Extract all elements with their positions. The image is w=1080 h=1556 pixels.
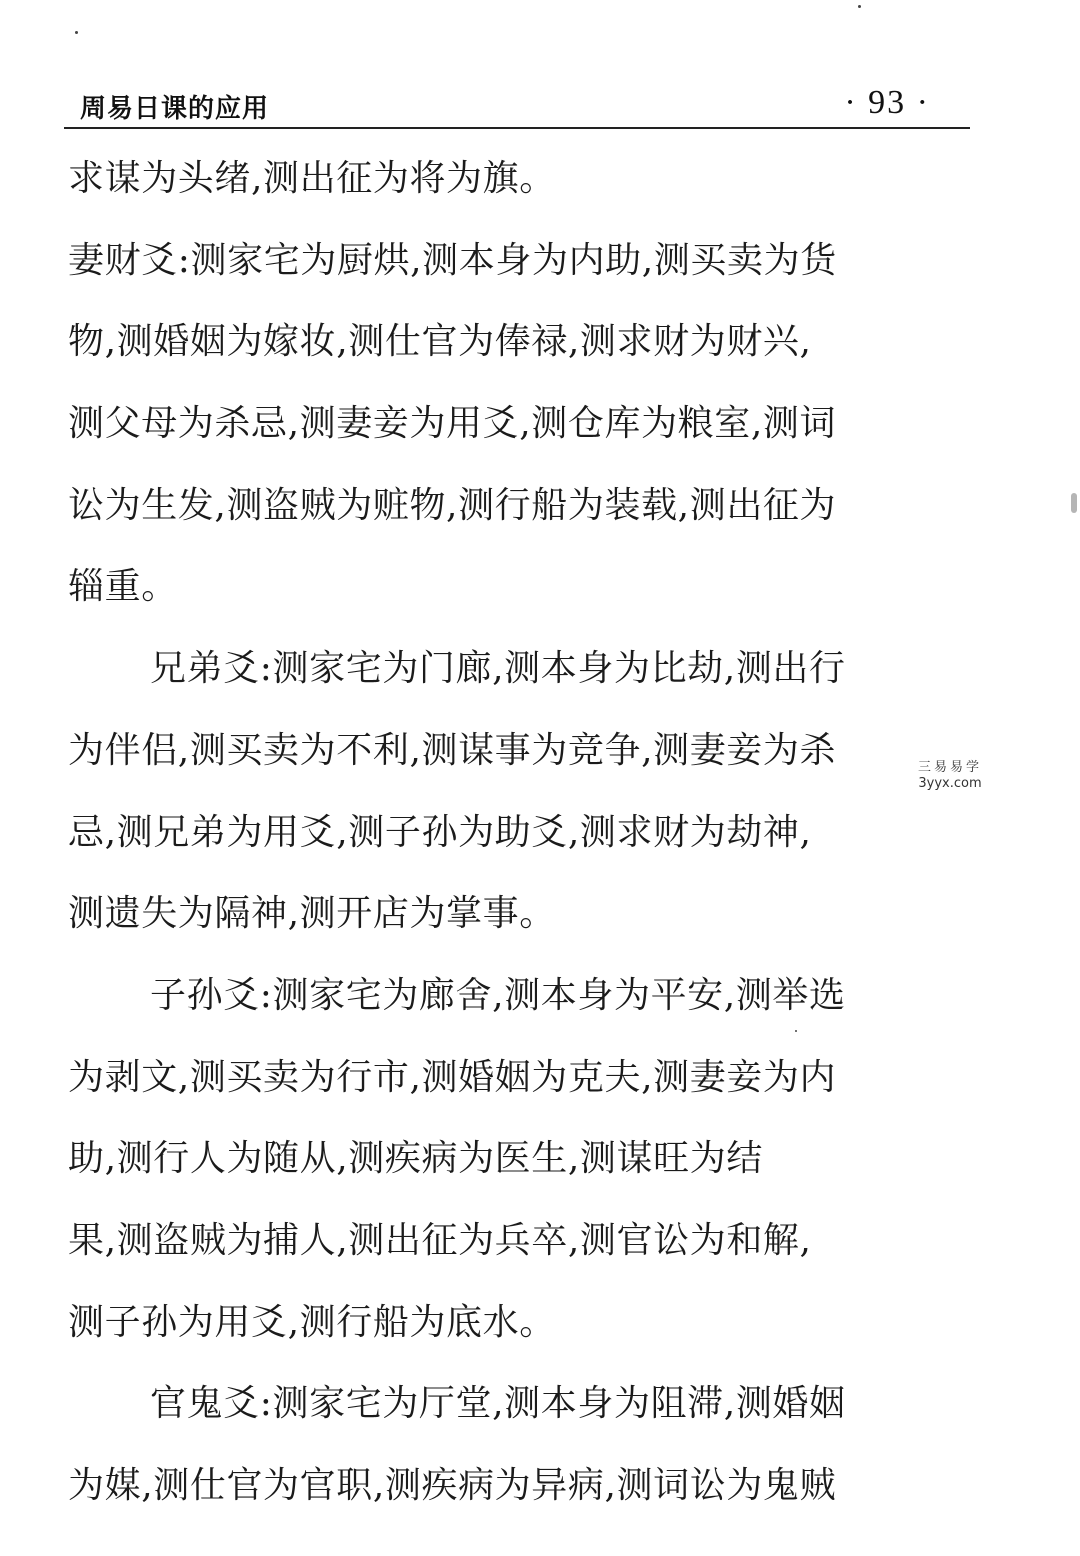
paragraph-start-line: 兄弟爻:测家宅为门廊,测本身为比劫,测出行 (150, 648, 846, 690)
header-rule (64, 127, 970, 129)
text-line: 助,测行人为随从,测疾病为医生,测谋旺为结 (68, 1138, 763, 1180)
text-line: 测子孙为用爻,测行船为底水。 (68, 1301, 556, 1343)
watermark-name: 三易易学 (917, 760, 982, 775)
paragraph-start-line: 子孙爻:测家宅为廊舍,测本身为平安,测举选 (150, 974, 846, 1016)
text-line: 妻财爻:测家宅为厨烘,测本身为内助,测买卖为货 (68, 239, 837, 281)
text-line: 为剥文,测买卖为行市,测婚姻为克夫,测妻妾为内 (68, 1056, 837, 1098)
paragraph-start-line: 官鬼爻:测家宅为厅堂,测本身为阻滞,测婚姻 (150, 1383, 846, 1425)
text-line: 果,测盗贼为捕人,测出征为兵卒,测官讼为和解, (68, 1219, 812, 1261)
text-line: 讼为生发,测盗贼为赃物,测行船为装载,测出征为 (68, 484, 837, 526)
text-line: 为伴侣,测买卖为不利,测谋事为竞争,测妻妾为杀 (68, 729, 837, 771)
text-line: 辎重。 (68, 566, 178, 608)
chapter-title: 周易日课的应用 (80, 94, 270, 124)
text-line: 测父母为杀忌,测妻妾为用爻,测仓库为粮室,测词 (68, 403, 837, 445)
scan-speck (858, 5, 861, 8)
site-watermark (910, 760, 990, 792)
text-line: 忌,测兄弟为用爻,测子孙为助爻,测求财为劫神, (68, 811, 812, 853)
watermark-url: 3yyx.com (918, 776, 982, 791)
text-line: 测遗失为隔神,测开店为掌事。 (68, 893, 556, 935)
body-text (68, 138, 973, 1527)
text-line: 求谋为头绪,测出征为将为旗。 (68, 158, 556, 199)
text-line: 为媒,测仕官为官职,测疾病为异病,测词讼为鬼贼 (68, 1465, 837, 1506)
page-number: · 93 · (844, 84, 930, 121)
scan-speck (75, 31, 78, 34)
scrollbar-thumb[interactable] (1071, 493, 1077, 513)
running-header (64, 84, 970, 128)
scan-speck (795, 1030, 797, 1032)
text-line: 物,测婚姻为嫁妆,测仕官为俸禄,测求财为财兴, (68, 321, 812, 363)
